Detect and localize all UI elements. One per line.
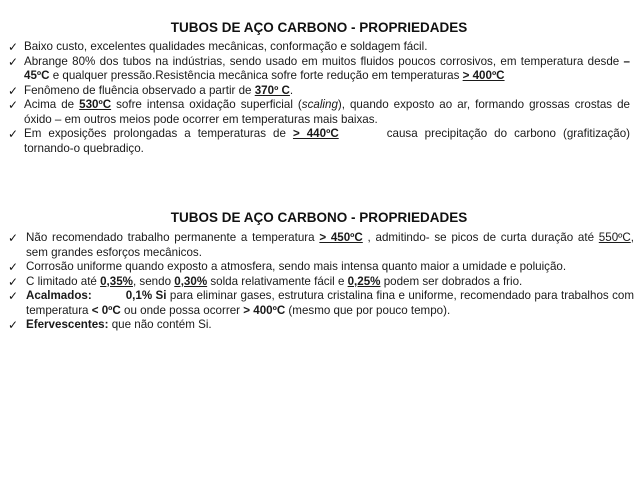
check-icon: ✓ — [8, 318, 19, 332]
temp-value: 530ºC — [79, 98, 112, 111]
section-2-title: TUBOS DE AÇO CARBONO - PROPRIEDADES — [170, 210, 468, 225]
check-icon: ✓ — [8, 127, 19, 141]
item-label: Acalmados: — [26, 289, 92, 302]
item-label: Efervescentes: — [26, 318, 109, 331]
list-item: ✓ C limitado até 0,35%, sendo 0,30% solda relativamente fácil e 0,25% podem ser dobrados a frio. — [8, 274, 523, 289]
list-item: ✓ Baixo custo, excelentes qualidades mecânicas, conformação e soldagem fácil. — [8, 40, 428, 54]
temp-value: 550ºC — [598, 231, 631, 244]
check-icon: ✓ — [8, 231, 19, 245]
temp-value: > 450ºC — [319, 231, 363, 244]
list-item: ✓ Acima de 530ºC sofre intensa oxidação superficial (scaling), quando exposto ao ar, formando grossas crostas de óxido – em outros meios pode ocorrer em temperaturas mais baixas. — [8, 98, 630, 126]
percent-value: 0,30% — [174, 274, 208, 288]
temp-value: < 0ºC — [91, 303, 121, 317]
temp-value: > 440ºC — [292, 127, 339, 140]
list-item: ✓ Efervescentes: que não contém Si. — [8, 318, 212, 332]
check-icon: ✓ — [8, 289, 19, 303]
check-icon: ✓ — [8, 83, 19, 98]
check-icon: ✓ — [8, 274, 19, 289]
check-icon: ✓ — [8, 98, 19, 112]
list-item: ✓ Acalmados: 0,1% Si para eliminar gases, estrutura cristalina fina e uniforme, recomendado para trabalhos com temperatura < 0ºC ou onde possa ocorrer > 400ºC (mesmo que por pouco tempo). — [8, 289, 634, 317]
percent-value: 0,35% — [100, 274, 133, 288]
check-icon: ✓ — [8, 40, 19, 54]
percent-value: 0,25% — [347, 274, 381, 288]
temp-value: 370º C — [254, 83, 290, 97]
section-2-list — [8, 231, 634, 333]
list-item: ✓ Em exposições prolongadas a temperaturas de > 440ºC causa precipitação do carbono (grafitização) tornando-o quebradiço. — [8, 127, 631, 155]
temp-value: > 400ºC — [243, 303, 286, 317]
list-item: ✓ Corrosão uniforme quando exposto a atmosfera, sendo mais intensa quanto maior a umidade e poluição. — [8, 260, 567, 274]
temp-value: > 400ºC — [462, 69, 505, 82]
check-icon: ✓ — [8, 260, 19, 274]
list-item: ✓ Abrange 80% dos tubos na indústrias, sendo usado em muitos fluidos poucos corrosivos, em temperatura desde –45ºC e qualquer pressão.Resistência mecânica sofre forte redução em temperaturas > 400ºC — [8, 54, 630, 82]
temp-value: –45ºC — [24, 54, 630, 82]
check-icon: ✓ — [8, 54, 19, 69]
section-1-list — [8, 40, 630, 156]
si-value: 0,1% Si — [125, 289, 167, 302]
list-item: ✓ Fenômeno de fluência observado a partir de 370º C. — [8, 83, 294, 98]
scaling-term: scaling — [301, 98, 338, 111]
section-1-title: TUBOS DE AÇO CARBONO - PROPRIEDADES — [170, 20, 468, 35]
list-item: ✓ Não recomendado trabalho permanente a temperatura > 450ºC , admitindo- se picos de curta duração até 550ºC, sem grandes esforços mecânicos. — [8, 231, 634, 259]
